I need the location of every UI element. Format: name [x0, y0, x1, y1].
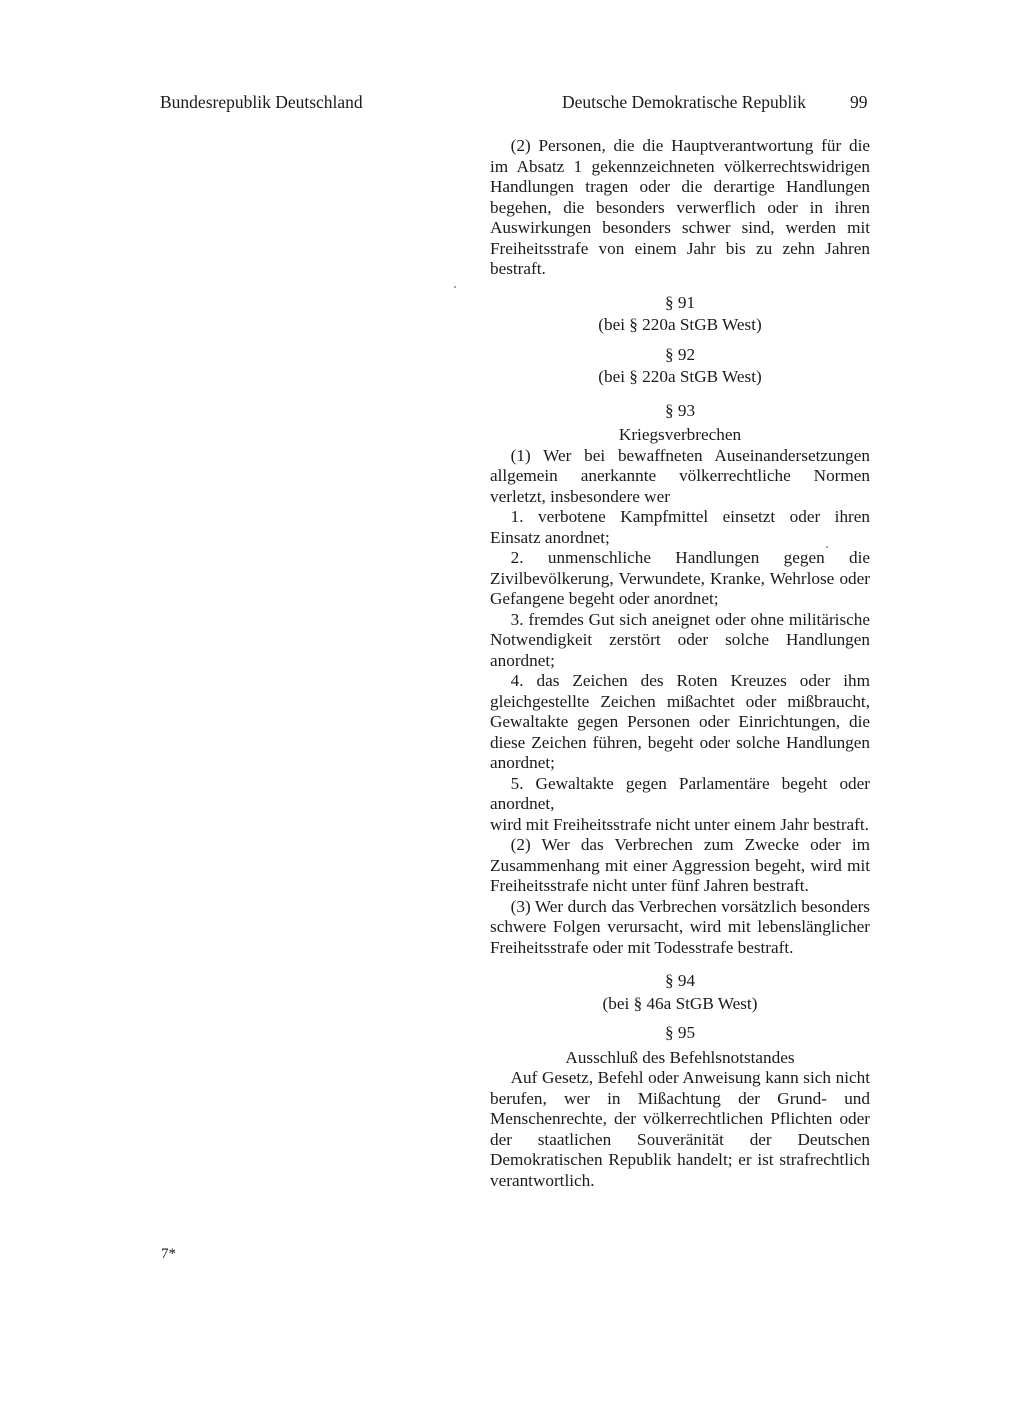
section-91-reference: (bei § 220a StGB West) — [598, 315, 762, 334]
scan-speck — [826, 546, 828, 548]
section-93-item-5: 5. Gewaltakte gegen Parlamentäre begeht oder anordnet, — [490, 773, 870, 813]
scan-speck — [454, 286, 456, 288]
text-column — [490, 136, 870, 1191]
paragraph-intro: (2) Personen, die die Hauptverantwortung für die im Absatz 1 gekennzeichneten völkerrechtswidrigen Handlungen tragen oder die derartige Handlungen begehen, die besonders verwerflich oder in ihren Auswirkungen besonders schwer sind, werden mit Freiheitsstrafe von einem Jahr bis zu zehn Jahren bestraft. — [490, 136, 870, 278]
page-number: 99 — [850, 92, 868, 112]
signature-mark: 7* — [161, 1246, 176, 1262]
section-95-paragraph: Auf Gesetz, Befehl oder Anweisung kann sich nicht berufen, wer in Mißachtung der Grund- und Menschenrechte, der völkerrechtlichen Pflichten oder der staatlichen Souveränität der Deutschen Demokratischen Republik handelt; er ist strafrechtlich verantwortlich. — [490, 1068, 870, 1190]
section-94-heading: § 94 — [664, 971, 696, 990]
section-93-paragraph-1: (1) Wer bei bewaffneten Auseinandersetzungen allgemein anerkannte völkerrechtliche Normen verletzt, insbesondere wer — [490, 445, 870, 506]
section-95-heading: § 95 — [664, 1023, 696, 1042]
section-92-reference: (bei § 220a StGB West) — [598, 367, 762, 386]
section-93-title: Kriegsverbrechen — [618, 425, 742, 444]
running-header-right: Deutsche Demokratische Republik — [562, 92, 806, 112]
section-93-item-3: 3. fremdes Gut sich aneignet oder ohne militärische Notwendigkeit zerstört oder solche Handlungen anordnet; — [490, 609, 870, 670]
section-94-reference: (bei § 46a StGB West) — [602, 993, 758, 1013]
section-95-title: Ausschluß des Befehlsnotstandes — [565, 1047, 795, 1067]
section-93-closing: wird mit Freiheitsstrafe nicht unter einem Jahr bestraft. — [490, 814, 869, 834]
section-93-paragraph-3: (3) Wer durch das Verbrechen vorsätzlich besonders schwere Folgen verursacht, wird mit lebenslänglicher Freiheitsstrafe oder mit Todesstrafe bestraft. — [490, 896, 870, 957]
section-93-paragraph-2: (2) Wer das Verbrechen zum Zwecke oder im Zusammenhang mit einer Aggression begeht, wird mit Freiheitsstrafe nicht unter fünf Jahren bestraft. — [490, 835, 870, 895]
section-93-item-2: 2. unmenschliche Handlungen gegen die Zivilbevölkerung, Verwundete, Kranke, Wehrlose oder Gefangene begeht oder anordnet; — [490, 548, 870, 608]
section-91-heading: § 91 — [664, 292, 696, 312]
section-93-heading: § 93 — [664, 400, 696, 420]
section-93-item-4: 4. das Zeichen des Roten Kreuzes oder ihm gleichgestellte Zeichen mißachtet oder mißbraucht, Gewaltakte gegen Personen oder Einrichtungen, die diese Zeichen führen, begeht oder solche Handlungen anordnet; — [490, 671, 870, 772]
section-93-item-1: 1. verbotene Kampfmittel einsetzt oder ihren Einsatz anordnet; — [490, 507, 870, 547]
section-92-heading: § 92 — [664, 344, 696, 364]
running-header-left: Bundesrepublik Deutschland — [160, 92, 363, 112]
